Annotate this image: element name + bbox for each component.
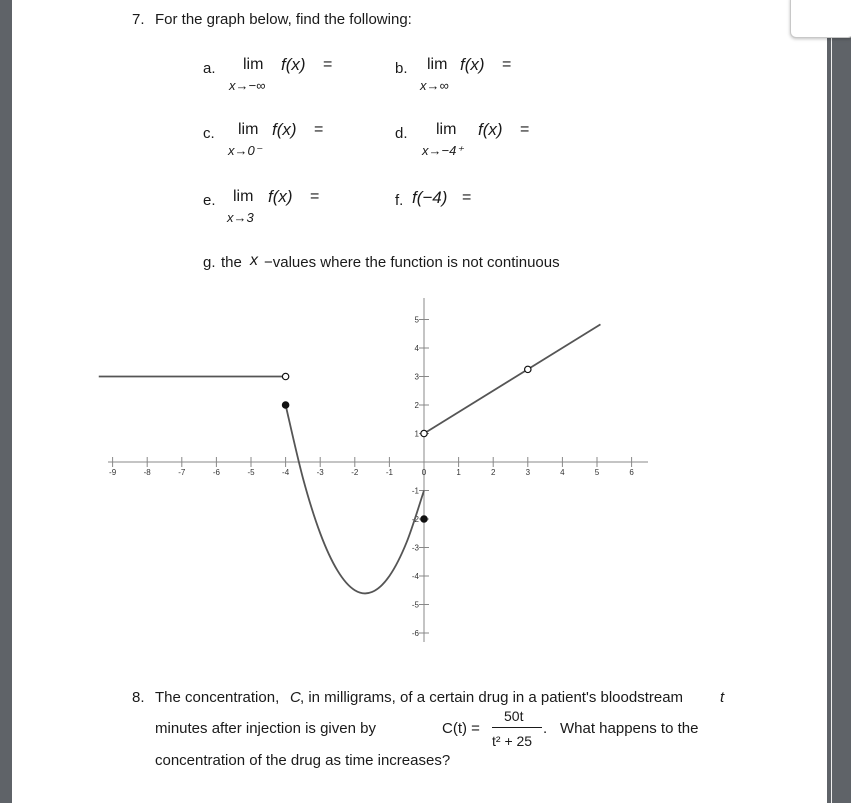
part-f-equals: = bbox=[462, 189, 472, 206]
y-tick-label: -2 bbox=[411, 515, 419, 524]
lim-word: lim bbox=[436, 121, 457, 138]
y-tick-label: -5 bbox=[411, 600, 419, 610]
problem-8-line3: concentration of the drug as time increases? bbox=[155, 752, 451, 769]
problem-8-line1b: , in milligrams, of a certain drug in a patient's bloodstream bbox=[300, 689, 684, 706]
problem-8-line2a: minutes after injection is given by bbox=[155, 720, 376, 737]
y-tick-label: 4 bbox=[414, 344, 419, 353]
problem-8-function: C(t) = bbox=[442, 720, 480, 737]
problem-8-line1: The concentration, bbox=[155, 689, 280, 706]
problem-8-number: 8. bbox=[132, 689, 145, 706]
problem-8-line2b: What happens to the bbox=[560, 720, 699, 737]
limit-subscript: x→0⁻ bbox=[228, 143, 262, 158]
open-point bbox=[525, 366, 531, 372]
part-e-label: e. bbox=[203, 192, 216, 209]
y-tick-label: -4 bbox=[411, 572, 419, 581]
x-tick-label: -4 bbox=[282, 468, 290, 477]
function-expr: f(x) bbox=[272, 120, 297, 139]
problem-8-numerator: 50t bbox=[504, 708, 524, 724]
x-tick-label: -8 bbox=[143, 468, 151, 477]
x-tick-label: -5 bbox=[247, 468, 255, 477]
y-tick-label: 5 bbox=[414, 315, 419, 325]
part-g-label: g. bbox=[203, 254, 216, 271]
function-expr: f(x) bbox=[281, 55, 306, 74]
equals-sign: = bbox=[323, 56, 333, 73]
limit-subscript: x→3 bbox=[227, 210, 254, 225]
series-right-linear-piece bbox=[424, 324, 600, 433]
y-tick-label: -3 bbox=[411, 543, 419, 553]
problem-8-var-t: t bbox=[720, 689, 725, 706]
part-g-variable: x bbox=[250, 252, 258, 269]
problem-8-denominator: t² + 25 bbox=[492, 733, 533, 749]
equals-sign: = bbox=[314, 121, 324, 138]
y-tick-label: -1 bbox=[411, 486, 419, 496]
equals-sign: = bbox=[520, 121, 530, 138]
part-c-label: c. bbox=[203, 125, 215, 142]
lim-word: lim bbox=[243, 56, 264, 73]
x-tick-label: 2 bbox=[490, 468, 496, 477]
open-point bbox=[421, 430, 427, 436]
y-tick-label: 1 bbox=[414, 429, 419, 439]
x-tick-label: -7 bbox=[178, 468, 186, 477]
function-expr: f(x) bbox=[478, 120, 503, 139]
part-f-label: f. bbox=[395, 192, 404, 209]
problem-7-number: 7. bbox=[132, 11, 145, 28]
part-a-label: a. bbox=[203, 60, 216, 77]
problem-7-prompt: For the graph below, find the following: bbox=[155, 11, 412, 28]
x-tick-label: 6 bbox=[629, 468, 634, 477]
x-tick-label: -9 bbox=[109, 468, 117, 477]
y-tick-label: -6 bbox=[411, 629, 419, 638]
part-f-expr: f(−4) bbox=[412, 188, 448, 207]
x-tick-label: 1 bbox=[456, 468, 461, 477]
lim-word: lim bbox=[233, 188, 254, 205]
part-g-text-after: −values where the function is not continuous bbox=[264, 254, 560, 271]
equals-sign: = bbox=[502, 56, 512, 73]
function-expr: f(x) bbox=[268, 187, 293, 206]
x-tick-label: -3 bbox=[316, 468, 324, 477]
x-tick-label: -6 bbox=[212, 468, 220, 477]
limit-subscript: x→−4⁺ bbox=[422, 143, 464, 158]
x-tick-label: 4 bbox=[560, 468, 565, 477]
x-tick-label: -1 bbox=[385, 468, 393, 477]
y-tick-label: 3 bbox=[414, 372, 419, 382]
part-b-label: b. bbox=[395, 60, 408, 77]
part-g-text-before: the bbox=[221, 254, 242, 271]
closed-point bbox=[421, 516, 427, 522]
problem-8-var-c: C bbox=[290, 689, 301, 706]
axes bbox=[108, 298, 648, 642]
x-tick-label: 3 bbox=[525, 468, 531, 477]
equals-sign: = bbox=[310, 188, 320, 205]
fraction-bar bbox=[492, 727, 542, 728]
curves bbox=[99, 324, 601, 593]
x-tick-label: 0 bbox=[421, 468, 427, 477]
lim-word: lim bbox=[238, 121, 259, 138]
part-d-label: d. bbox=[395, 125, 408, 142]
x-tick-label: 5 bbox=[594, 468, 600, 477]
limit-subscript: x→−∞ bbox=[229, 78, 266, 93]
limit-subscript: x→∞ bbox=[420, 78, 449, 93]
problem-8-period: . bbox=[543, 720, 548, 737]
y-tick-label: 2 bbox=[414, 401, 419, 410]
closed-point bbox=[282, 402, 288, 408]
ticks bbox=[109, 316, 634, 639]
lim-word: lim bbox=[427, 56, 448, 73]
open-point bbox=[282, 373, 288, 379]
series-parabola-piece bbox=[286, 405, 424, 593]
x-tick-label: -2 bbox=[351, 468, 359, 477]
function-expr: f(x) bbox=[460, 55, 485, 74]
